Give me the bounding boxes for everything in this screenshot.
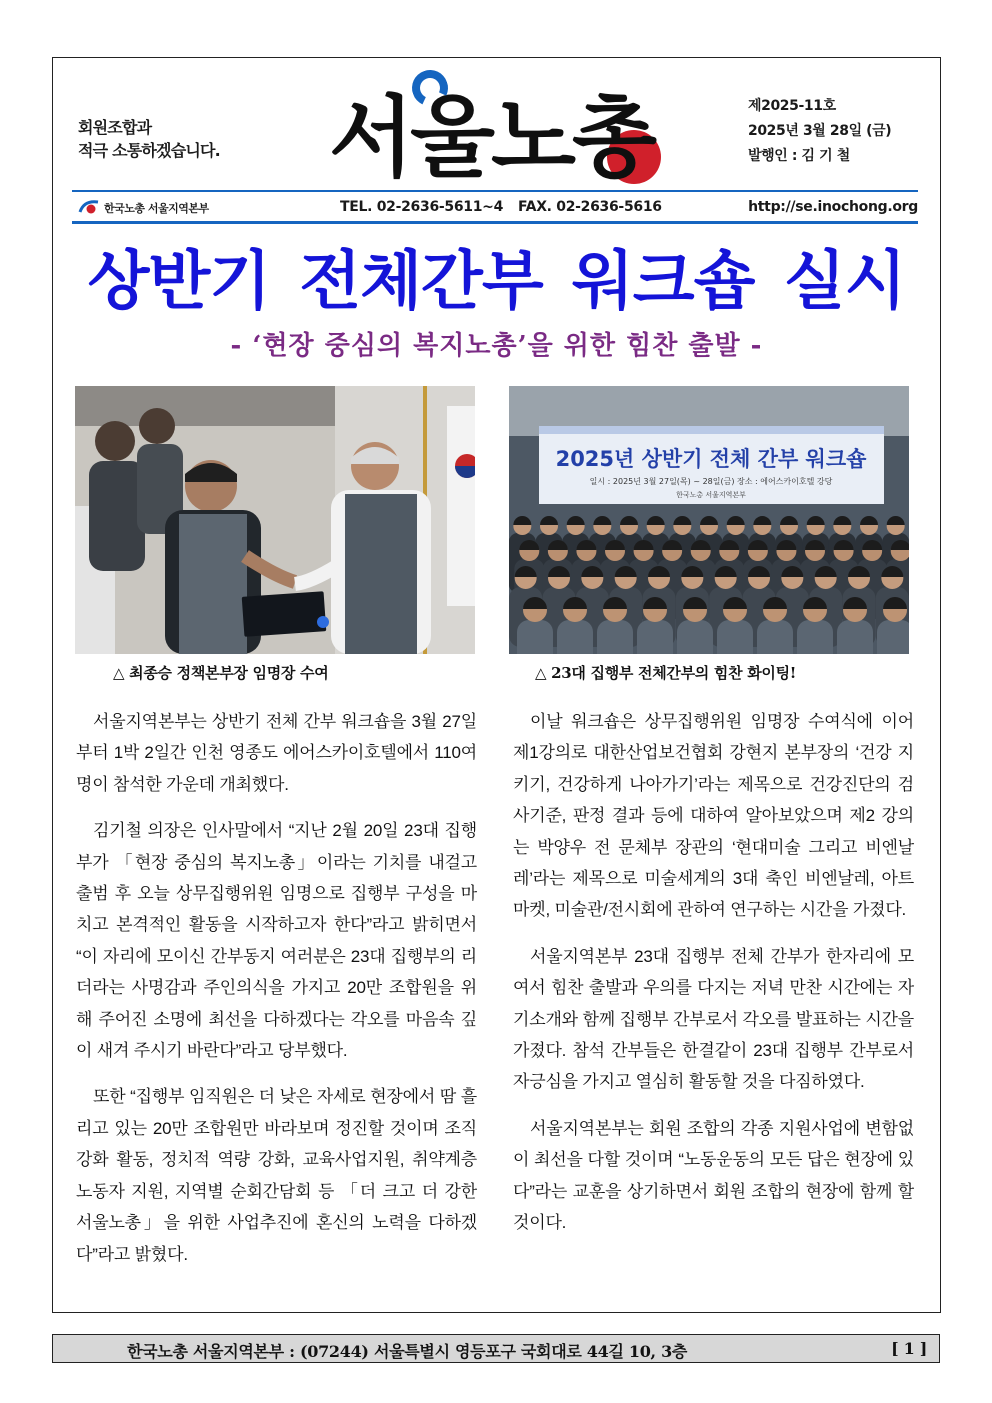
article-column-left xyxy=(76,706,477,1285)
newspaper-title: 서울노총 xyxy=(328,86,654,189)
article-paragraph: 서울지역본부 23대 집행부 전체 간부가 한자리에 모여서 힘찬 출발과 우의를 다지는 저녁 만찬 시간에는 자기소개와 함께 집행부 간부로서 각오를 발표하는 시간을 가졌다. 참석 간부들은 한결같이 23대 집행부 간부로서 자긍심을 가지고 열심히 활동할 것을 다짐하였다. xyxy=(513,946,914,1092)
slogan xyxy=(78,116,278,162)
union-emblem-icon xyxy=(78,198,100,216)
page-number: [ 1 ] xyxy=(891,1339,927,1358)
footer-address: 한국노총 서울지역본부 : (07244) 서울특별시 영등포구 국회대로 44길 10, 3층 xyxy=(127,1342,688,1361)
masthead-rule-top xyxy=(72,190,918,192)
article-paragraph: 이날 워크숍은 상무집행위원 임명장 수여식에 이어 제1강의로 대한산업보건협회 강현지 본부장의 ‘건강 지키기, 건강하게 나아가기’라는 제목으로 건강진단의 검사기준, 판정 결과 등에 대하여 알아보았으며 제2 강의는 박양우 전 문체부 장관의 ‘현대미술 그리고 비엔날레’라는 제목으로 미술세계의 3대 축인 비엔날레, 아트마켓, 미술관/전시회에 관하여 연구하는 시간을 가졌다. xyxy=(513,712,914,920)
telephone: TEL. 02-2636-5611~4 xyxy=(340,199,504,215)
footer-bar xyxy=(52,1334,940,1363)
fax: FAX. 02-2636-5616 xyxy=(518,199,662,215)
crowd-person-body xyxy=(717,620,753,654)
slogan-line-1: 회원조합과 xyxy=(78,118,152,137)
website-link[interactable]: http://se.inochong.org xyxy=(748,199,918,215)
crowd-person-body xyxy=(637,620,673,654)
crowd-person-body xyxy=(797,620,833,654)
crowd-person-body xyxy=(597,620,633,654)
photo-caption-2: △ 23대 집행부 전체간부의 힘찬 화이팅! xyxy=(535,664,797,682)
crowd-person-body xyxy=(757,620,793,654)
newspaper-logo xyxy=(306,78,676,188)
issue-info xyxy=(748,94,928,169)
masthead-rule-bottom xyxy=(72,221,918,224)
crowd-person-body xyxy=(557,620,593,654)
subheadline: - ‘현장 중심의 복지노총’을 위한 힘찬 출발 - xyxy=(230,331,763,361)
article-paragraph: 서울지역본부는 회원 조합의 각종 지원사업에 변함없이 최선을 다할 것이며 “노동운동의 모든 답은 현장에 있다”라는 교훈을 상기하면서 회원 조합의 현장에 함께 할 것이다. xyxy=(513,1118,914,1233)
crowd-person-body xyxy=(517,620,553,654)
crowd-person-body xyxy=(837,620,873,654)
slogan-line-2: 적극 소통하겠습니다. xyxy=(78,141,220,160)
banner-details: 일시 : 2025년 3월 27일(목) ~ 28일(금) 장소 : 에어스카이호텔 강당 xyxy=(589,477,833,486)
photo-caption-1: △ 최종승 정책본부장 임명장 수여 xyxy=(113,664,329,682)
issue-date: 2025년 3월 28일 (금) xyxy=(748,123,892,139)
article-paragraph: 서울지역본부는 상반기 전체 간부 워크숍을 3월 27일부터 1박 2일간 인천 영종도 에어스카이호텔에서 110여 명이 참석한 가운데 개최했다. xyxy=(76,712,477,794)
article-column-right xyxy=(513,706,914,1254)
article-paragraph: 또한 “집행부 임직원은 더 낮은 자세로 현장에서 땀 흘리고 있는 20만 조합원만 바라보며 정진할 것이며 조직강화 활동, 정치적 역량 강화, 교육사업지원, 취약계층 노동자 지원, 지역별 순회간담회 등 「더 크고 더 강한 서울노총」을 위한 사업추진에 혼신의 노력을 다하겠다”라고 밝혔다. xyxy=(76,1087,477,1264)
contact-bar xyxy=(72,193,918,221)
photo-group-workshop xyxy=(509,386,909,654)
photo-appointment-ceremony xyxy=(75,386,475,654)
article-paragraph: 김기철 의장은 인사말에서 “지난 2월 20일 23대 집행부가 「현장 중심의 복지노총」이라는 기치를 내걸고 출범 후 오늘 상무집행위원 임명으로 집행부 구성을 마치고 본격적인 활동을 시작하고자 한다”라고 밝히면서 “이 자리에 모이신 간부동지 여러분은 23대 집행부의 리더라는 사명감과 주인의식을 가지고 20만 조합원을 위해 주어진 소명에 최선을 다하겠다는 각오를 마음속 깊이 새겨 주시기 바란다”라고 당부했다. xyxy=(76,821,477,1061)
publisher: 발행인 : 김 기 철 xyxy=(748,148,850,164)
crowd-person-body xyxy=(677,620,713,654)
headline: 상반기 전체간부 워크숍 실시 xyxy=(87,245,906,319)
banner-org: 한국노총 서울지역본부 xyxy=(676,491,746,499)
banner-title: 2025년 상반기 전체 간부 워크숍 xyxy=(555,447,867,471)
org-name: 한국노총 서울지역본부 xyxy=(104,202,209,215)
crowd-person-body xyxy=(877,620,909,654)
issue-number: 제2025-11호 xyxy=(748,98,836,114)
